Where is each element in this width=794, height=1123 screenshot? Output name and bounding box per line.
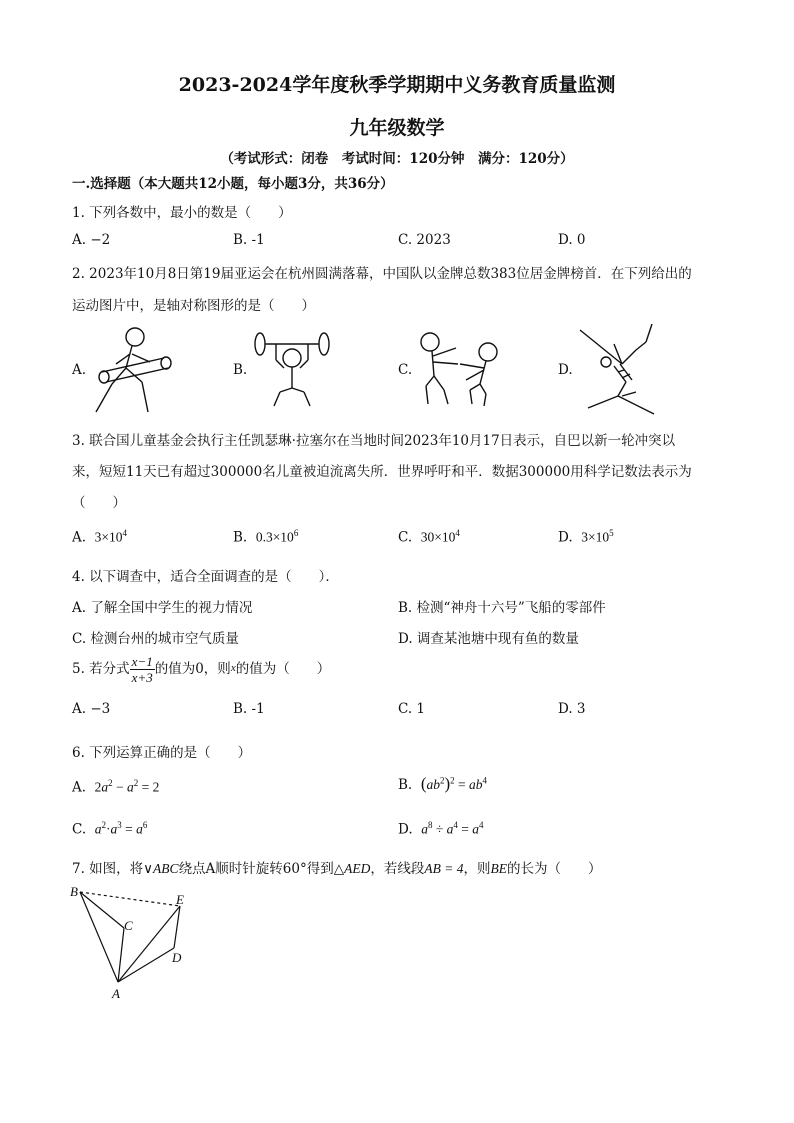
q5-stem [72, 654, 330, 685]
q7-stem-d: ，则 [463, 861, 491, 877]
section-heading: 一.选择题（本大题共12小题，每小题3分，共36分） [72, 176, 394, 192]
q4-option-d: D. 调查某池塘中现有鱼的数量 [398, 631, 579, 647]
q5-option-c: C. 1 [398, 701, 426, 717]
q7-be: BE [490, 861, 507, 876]
q2-figure-d [578, 320, 678, 416]
q1-stem: 1. 下列各数中，最小的数是（ ） [72, 205, 292, 221]
q3-stem-line2: 来，短短11天已有超过300000名儿童被迫流离失所．世界呼吁和平．数据300000用科学记数法表示为 [72, 464, 692, 480]
q5-suffix: 的值为（ ） [235, 661, 331, 677]
q7-stem-b: 绕点A顺时针旋转60°得到 [178, 861, 334, 877]
subject-title: 九年级数学 [349, 117, 445, 139]
q5-option-d: D. 3 [558, 701, 586, 717]
q6-option-a: A. $2a^2 - a^2 = 2$ [72, 778, 160, 796]
q6-option-d: D. $a^8 \div a^4 = a^4$ [398, 820, 484, 838]
q3-option-b [233, 528, 298, 546]
q4-option-b: B. 检测“神舟十六号”飞船的零部件 [398, 600, 606, 616]
q7-stem-c: ，若线段 [370, 861, 425, 877]
q3-option-d [558, 528, 614, 546]
q2-label-a: A. [72, 362, 87, 378]
q5-fraction [130, 654, 155, 685]
q7-stem-e: 的长为（ ） [506, 861, 602, 877]
q7-segment-ca [118, 928, 124, 982]
q6-option-a-label: A. [72, 779, 87, 796]
q7-segment-ba [80, 892, 118, 982]
q5-prefix: 5. 若分式 [72, 661, 130, 677]
q3-option-b-base: 0.3×10 [255, 529, 294, 545]
q3-option-a-label: A. [72, 529, 87, 546]
q6-option-c-label: C. [72, 821, 87, 838]
q7-point-b: B [70, 884, 78, 899]
q2-figure-c [414, 328, 510, 408]
q5-frac-denominator: x+3 [131, 670, 153, 685]
q1-option-d: D. 0 [558, 232, 586, 248]
q7-point-e: E [176, 892, 184, 907]
q3-option-a-base: 3×10 [94, 529, 123, 545]
q6-option-b: B. $(ab^2)^2 = ab^4$ [398, 774, 488, 793]
q3-option-d-base: 3×10 [581, 529, 610, 545]
q2-stem-line2: 运动图片中，是轴对称图形的是（ ） [72, 298, 315, 314]
q3-option-c-base: 30×10 [420, 529, 456, 545]
q5-frac-numerator: x−1 [131, 654, 153, 669]
q3-option-c-label: C. [398, 529, 413, 546]
q3-option-d-exp: 5 [609, 528, 614, 538]
q2-label-c: C. [398, 362, 413, 378]
exam-info: （考试形式：闭卷 考试时间：120分钟 满分：120分） [220, 151, 574, 167]
exam-title: 2023-2024学年度秋季学期期中义务教育质量监测 [178, 74, 616, 96]
q7-point-d: D [172, 950, 182, 965]
q7-stem [72, 857, 601, 877]
q2-figure-b [252, 326, 332, 410]
q5-mid: 的值为0，则 [154, 661, 231, 677]
q6-stem: 6. 下列运算正确的是（ ） [72, 745, 252, 761]
q2-label-d: D. [558, 362, 573, 378]
q1-option-a: A. −2 [72, 232, 111, 248]
q3-option-d-label: D. [558, 529, 573, 546]
q5-option-a: A. −3 [72, 701, 111, 717]
q7-figure [66, 882, 206, 1002]
q5-option-b: B. -1 [233, 701, 265, 717]
q3-option-a-exp: 4 [122, 528, 128, 538]
q3-stem-line1: 3. 联合国儿童基金会执行主任凯瑟琳·拉塞尔在当地时间2023年10月17日表示，自巴以新一轮冲突以 [72, 433, 676, 449]
q6-option-d-label: D. [398, 821, 413, 838]
q3-option-c-exp: 4 [455, 528, 460, 538]
q3-stem-line3: （ ） [72, 495, 126, 511]
q6-option-b-label: B. [398, 777, 413, 793]
q3-option-b-label: B. [233, 529, 248, 546]
q1-option-c: C. 2023 [398, 232, 451, 248]
q3-option-c [398, 528, 460, 546]
q6-option-c: C. $a^2\cdot a^3 = a^6$ [72, 820, 148, 838]
q3-option-a [72, 528, 127, 546]
q5-var: x [230, 662, 236, 674]
q7-tri1: ∨ABC [143, 861, 179, 876]
q4-option-c: C. 检测台州的城市空气质量 [72, 631, 239, 647]
q7-seg: AB = 4 [424, 861, 464, 876]
q7-point-c: C [124, 918, 133, 933]
q7-tri2: △AED [333, 861, 371, 876]
q4-option-a: A. 了解全国中学生的视力情况 [72, 600, 253, 616]
q2-figure-a [90, 322, 186, 418]
q1-option-b: B. -1 [233, 232, 265, 248]
q7-segment-da [118, 948, 174, 982]
q2-label-b: B. [233, 362, 248, 378]
q7-point-a: A [112, 986, 120, 1001]
q7-stem-a: 7. 如图，将 [72, 861, 144, 877]
q2-stem-line1: 2. 2023年10月8日第19届亚运会在杭州圆满落幕，中国队以金牌总数383位居金牌榜首．在下列给出的 [72, 266, 692, 282]
q3-option-b-exp: 6 [293, 528, 299, 538]
q4-stem: 4. 以下调查中，适合全面调查的是（ ）． [72, 569, 339, 585]
